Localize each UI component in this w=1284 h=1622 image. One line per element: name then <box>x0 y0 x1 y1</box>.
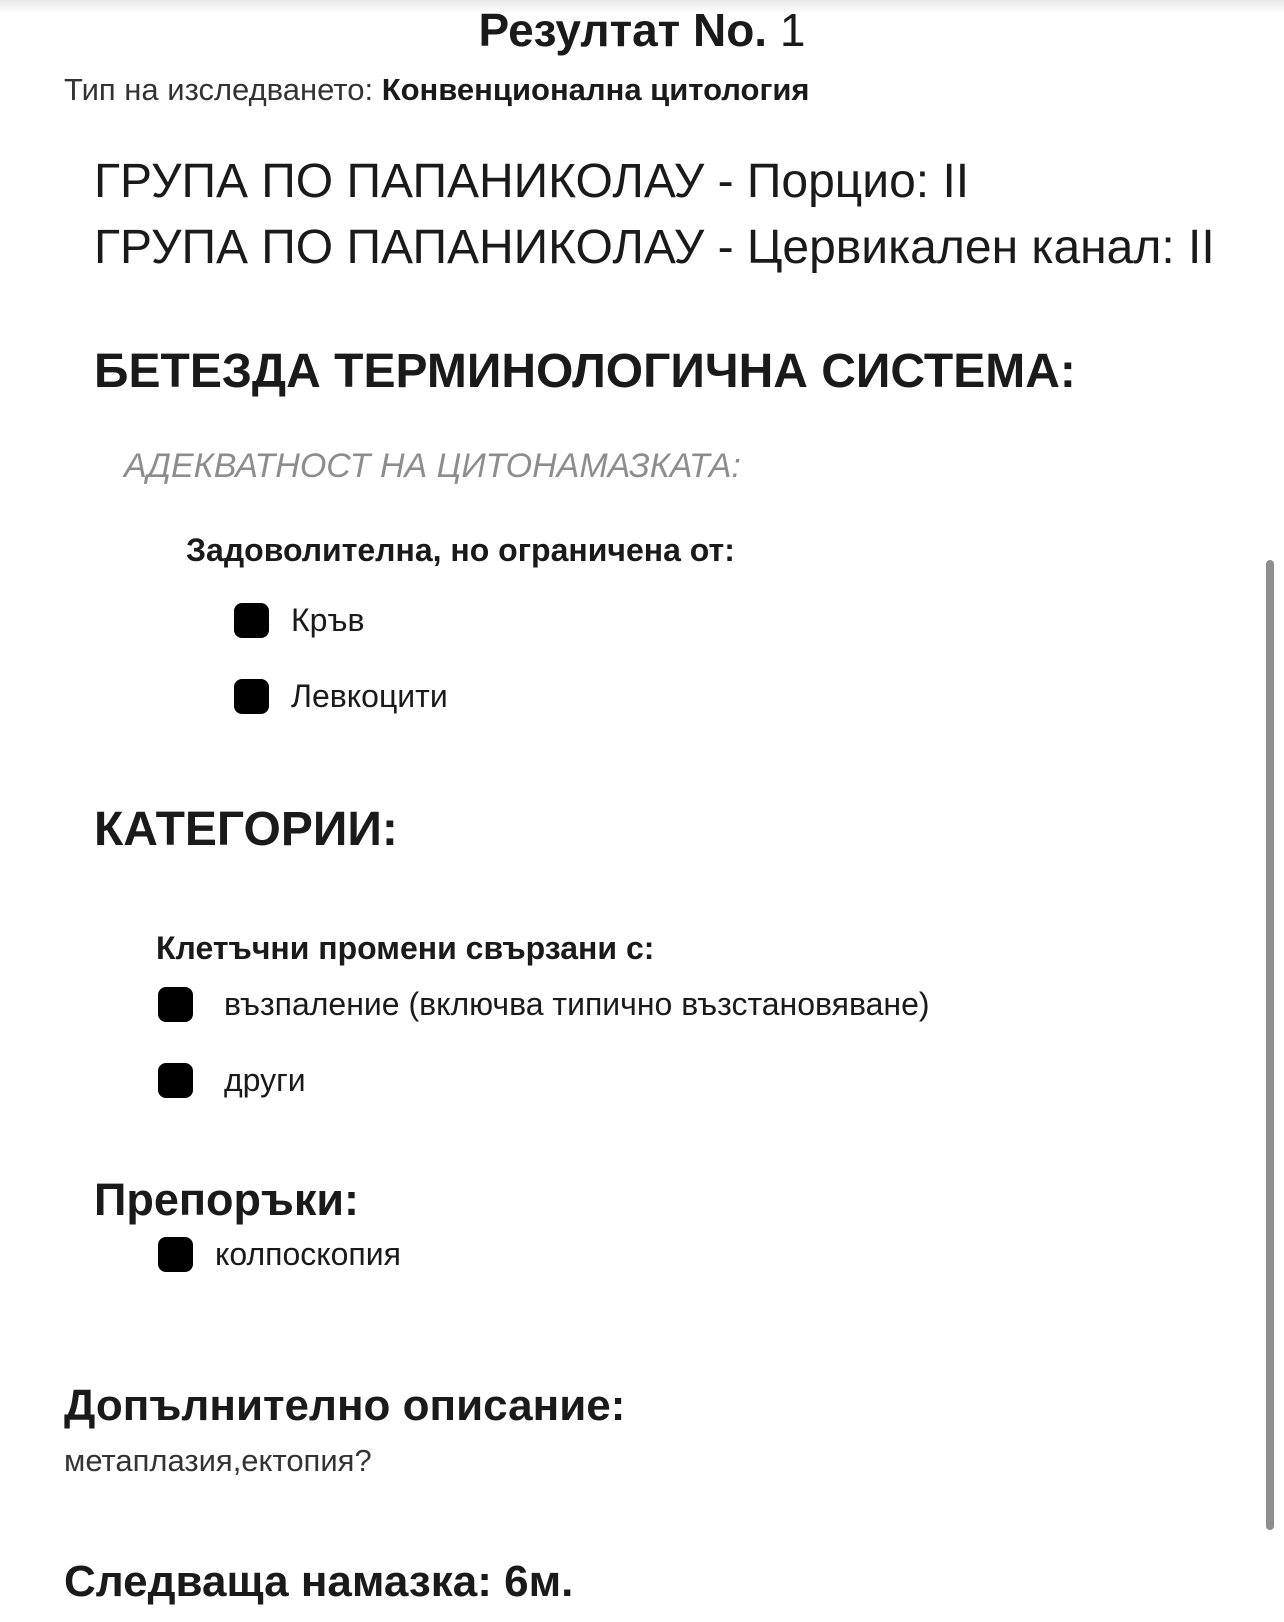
additional-description-heading: Допълнително описание: <box>64 1381 626 1430</box>
next-smear: Следваща намазка: 6м. <box>64 1557 574 1606</box>
limit-item-label: Кръв <box>291 602 365 638</box>
result-number: 1 <box>779 4 806 56</box>
filled-checkbox-icon <box>234 679 269 714</box>
category-item-other <box>158 1058 306 1102</box>
recommendation-item-label: колпоскопия <box>215 1236 401 1272</box>
limit-item-leukocytes <box>234 674 448 718</box>
study-type <box>64 68 810 112</box>
papanicolaou-cervical-canal: ГРУПА ПО ПАПАНИКОЛАУ - Цервикален канал: II <box>94 221 1215 274</box>
study-type-value: Конвенционална цитология <box>381 72 810 107</box>
result-title <box>0 2 1284 58</box>
recommendations-heading: Препоръки: <box>94 1174 359 1225</box>
filled-checkbox-icon <box>158 1063 193 1098</box>
additional-description-text: метаплазия,ектопия? <box>64 1443 372 1478</box>
category-item-label: възпаление (включва типично възстановяване) <box>224 986 930 1022</box>
cell-changes-heading: Клетъчни промени свързани с: <box>156 930 655 966</box>
filled-checkbox-icon <box>158 987 193 1022</box>
papanicolaou-portio: ГРУПА ПО ПАПАНИКОЛАУ - Порцио: II <box>94 155 970 208</box>
category-item-inflammation <box>158 982 930 1026</box>
result-title-label: Резултат No. <box>478 4 768 56</box>
filled-checkbox-icon <box>158 1237 193 1272</box>
adequacy-label: АДЕКВАТНОСТ НА ЦИТОНАМАЗКАТА: <box>124 447 741 485</box>
recommendation-item-colposcopy <box>158 1232 401 1276</box>
category-item-label: други <box>224 1062 306 1098</box>
adequacy-value: Задоволителна, но ограничена от: <box>186 532 735 568</box>
vertical-scrollbar[interactable] <box>1266 560 1274 1530</box>
limit-item-blood <box>234 598 364 642</box>
categories-heading: КАТЕГОРИИ: <box>94 803 398 856</box>
bethesda-heading: БЕТЕЗДА ТЕРМИНОЛОГИЧНА СИСТЕМА: <box>94 345 1076 398</box>
study-type-label: Тип на изследването: <box>64 72 374 107</box>
limit-item-label: Левкоцити <box>291 678 448 714</box>
filled-checkbox-icon <box>234 603 269 638</box>
